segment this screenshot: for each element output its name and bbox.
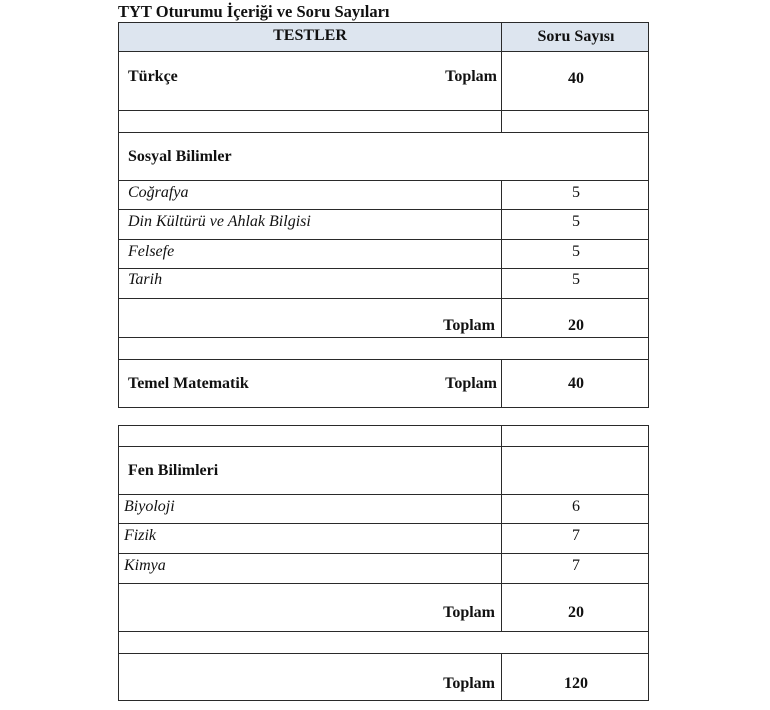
document-title: TYT Oturumu İçeriği ve Soru Sayıları bbox=[118, 2, 390, 21]
matematik-total: 40 bbox=[501, 360, 650, 407]
list-item bbox=[118, 269, 649, 299]
table-header-row bbox=[118, 22, 649, 52]
turkce-total: 40 bbox=[501, 52, 650, 110]
grand-total-value: 120 bbox=[501, 654, 650, 700]
header-testler: TESTLER bbox=[273, 27, 347, 44]
sosyal-total-row bbox=[118, 299, 649, 338]
list-item bbox=[118, 181, 649, 210]
turkce-row bbox=[118, 52, 649, 111]
spacer-row bbox=[118, 632, 649, 654]
fen-total-label: Toplam bbox=[443, 604, 495, 621]
matematik-row bbox=[118, 360, 649, 408]
spacer-row bbox=[118, 338, 649, 360]
subject-label: Felsefe bbox=[128, 243, 175, 260]
subject-value: 6 bbox=[501, 495, 650, 523]
sosyal-total-label: Toplam bbox=[443, 317, 495, 334]
fen-total-row bbox=[118, 584, 649, 632]
matematik-label: Temel Matematik bbox=[128, 375, 249, 392]
header-soru-sayisi: Soru Sayısı bbox=[501, 23, 650, 51]
subject-value: 5 bbox=[501, 240, 650, 268]
sosyal-total: 20 bbox=[501, 299, 650, 337]
list-item bbox=[118, 554, 649, 584]
turkce-label: Türkçe bbox=[128, 68, 178, 85]
fen-label: Fen Bilimleri bbox=[128, 462, 219, 479]
spacer-row bbox=[118, 425, 649, 447]
subject-label: Din Kültürü ve Ahlak Bilgisi bbox=[128, 213, 311, 230]
subject-label: Kimya bbox=[124, 557, 166, 574]
subject-label: Coğrafya bbox=[128, 184, 189, 201]
list-item bbox=[118, 524, 649, 554]
subject-label: Biyoloji bbox=[124, 498, 175, 515]
subject-label: Tarih bbox=[128, 271, 163, 288]
turkce-total-label: Toplam bbox=[445, 68, 497, 85]
grand-total-label: Toplam bbox=[443, 675, 495, 692]
fen-total: 20 bbox=[501, 584, 650, 631]
matematik-total-label: Toplam bbox=[445, 375, 497, 392]
grand-total-row bbox=[118, 654, 649, 701]
list-item bbox=[118, 210, 649, 240]
subject-value: 7 bbox=[501, 524, 650, 553]
subject-value: 7 bbox=[501, 554, 650, 583]
spacer-row bbox=[118, 111, 649, 133]
subject-value: 5 bbox=[501, 269, 650, 298]
fen-heading-row bbox=[118, 447, 649, 495]
list-item bbox=[118, 240, 649, 269]
subject-label: Fizik bbox=[124, 527, 156, 544]
list-item bbox=[118, 495, 649, 524]
subject-value: 5 bbox=[501, 181, 650, 209]
sosyal-label: Sosyal Bilimler bbox=[128, 148, 232, 165]
subject-value: 5 bbox=[501, 210, 650, 239]
sosyal-heading-row bbox=[118, 133, 649, 181]
